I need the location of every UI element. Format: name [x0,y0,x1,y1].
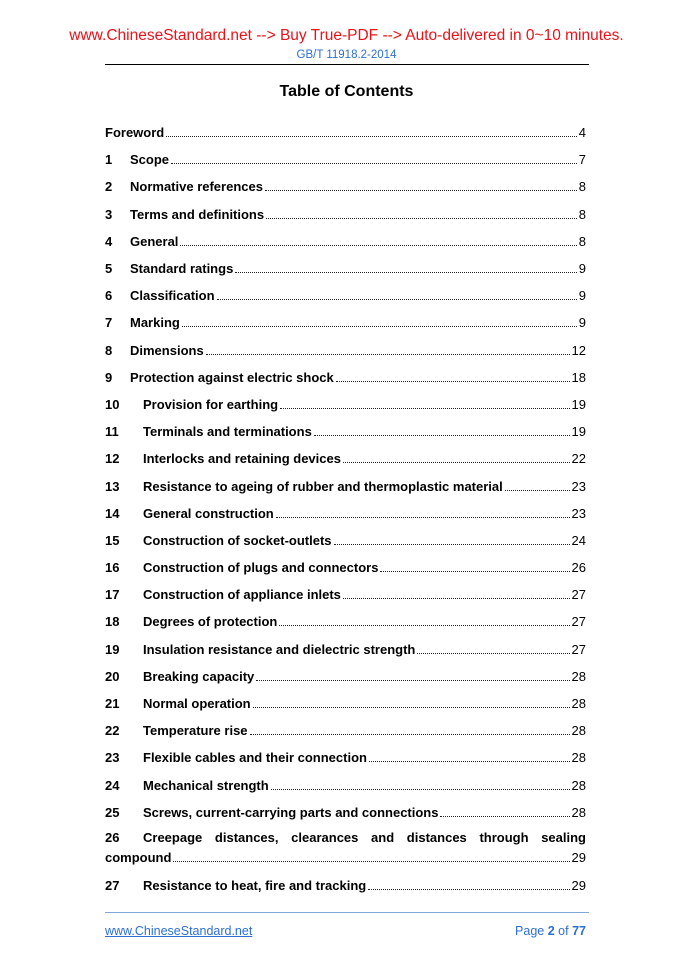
toc-entry-title: Terms and definitions [130,206,265,222]
toc-entry-number: 1 [105,152,113,168]
dot-leader [505,478,570,491]
toc-entry[interactable] [105,744,586,771]
toc-entry-number: 24 [105,777,120,793]
toc-entry-title: Marking [130,315,180,331]
toc-entry-page: 28 [571,804,586,820]
toc-entry-number: 13 [105,478,120,494]
toc-entry-title: Terminals and terminations [143,424,312,440]
toc-entry-page: 19 [571,424,586,440]
toc-entry-title: Foreword [105,125,165,141]
toc-entry-page: 27 [571,641,586,657]
toc-entry-number: 17 [105,587,120,603]
dot-leader [206,342,570,355]
toc-entry-page: 9 [578,288,586,304]
toc-entry-wrapped[interactable] [105,826,586,872]
dot-leader [380,559,569,572]
toc-entry-page: 9 [578,261,586,277]
header-banner[interactable]: www.ChineseStandard.net --> Buy True-PDF --> Auto-delivered in 0~10 minutes. [69,27,624,44]
toc-entry-title: General construction [143,505,274,521]
toc-entry-title: Dimensions [130,342,204,358]
toc-entry-number: 21 [105,696,120,712]
toc-entry-title-continued: compound [105,849,172,865]
page-of-label: of [558,924,569,938]
toc-entry-number: 27 [105,877,120,893]
toc-entry-page: 29 [571,877,586,893]
dot-leader [343,586,570,599]
toc-entry-number: 11 [105,424,119,440]
toc-entry-number: 8 [105,342,113,358]
toc-entry-number: 15 [105,532,120,548]
toc-entry-title: Standard ratings [130,261,234,277]
table-of-contents [105,119,586,899]
dot-leader [235,260,576,273]
dot-leader [336,369,570,382]
toc-entry-page: 8 [578,179,586,195]
toc-entry-title: Flexible cables and their connection [143,750,367,766]
toc-entry[interactable] [105,872,586,899]
toc-entry-title: Construction of appliance inlets [143,587,341,603]
toc-entry-number: 25 [105,804,120,820]
toc-entry[interactable] [105,772,586,799]
toc-entry-page: 28 [571,777,586,793]
toc-entry[interactable] [105,337,586,364]
toc-entry-number: 16 [105,560,120,576]
page-current: 2 [547,924,555,938]
toc-entry-number: 9 [105,369,113,385]
toc-entry-title: Screws, current-carrying parts and connections [143,804,439,820]
dot-leader [182,314,577,327]
toc-entry-title: Resistance to ageing of rubber and thermoplastic material [143,478,503,494]
toc-entry[interactable] [105,173,586,200]
toc-entry-page: 27 [571,614,586,630]
toc-entry-title: Normal operation [143,696,251,712]
toc-entry[interactable] [105,146,586,173]
toc-entry-title: Normative references [130,179,263,195]
toc-entry[interactable] [105,418,586,445]
toc-title: Table of Contents [279,83,414,100]
dot-leader [180,233,576,246]
toc-entry-page: 4 [578,125,586,141]
dot-leader [171,151,577,164]
toc-entry[interactable] [105,445,586,472]
dot-leader [369,749,570,762]
dot-leader [279,613,569,626]
toc-entry-page: 28 [571,696,586,712]
footer-site-link[interactable]: www.ChineseStandard.net [105,924,253,938]
toc-entry-title: Construction of socket-outlets [143,532,332,548]
toc-entry[interactable] [105,717,586,744]
toc-entry-page: 22 [571,451,586,467]
toc-entry-page: 7 [578,152,586,168]
toc-entry-number: 2 [105,179,113,195]
dot-leader [256,668,569,681]
toc-entry[interactable] [105,255,586,282]
toc-entry-title: Degrees of protection [143,614,278,630]
toc-entry[interactable] [105,472,586,499]
toc-entry-page: 23 [571,478,586,494]
toc-entry-title: Breaking capacity [143,668,255,684]
toc-entry-page: 8 [578,206,586,222]
toc-entry-page: 8 [578,233,586,249]
toc-entry-line-2 [105,850,586,865]
dot-leader [334,532,570,545]
toc-entry-number: 6 [105,288,113,304]
toc-entry-title: Construction of plugs and connectors [143,560,379,576]
toc-entry-title: Mechanical strength [143,777,269,793]
page-label: Page [515,924,545,938]
dot-leader [440,804,569,817]
toc-entry-title: General [130,233,179,249]
toc-entry-page: 12 [571,342,586,358]
dot-leader [417,641,569,654]
toc-entry[interactable] [105,309,586,336]
dot-leader [280,396,569,409]
toc-entry-page: 24 [571,532,586,548]
toc-entry-number: 23 [105,750,120,766]
toc-entry-title: Scope [130,152,170,168]
toc-entry[interactable] [105,500,586,527]
toc-entry-foreword[interactable] [105,119,586,146]
toc-entry-number: 22 [105,723,120,739]
toc-entry-page: 29 [571,849,586,865]
toc-entry-page: 27 [571,587,586,603]
toc-entry[interactable] [105,228,586,255]
toc-entry-number: 5 [105,261,113,277]
toc-entry[interactable] [105,581,586,608]
toc-entry-number: 19 [105,641,120,657]
toc-entry[interactable] [105,636,586,663]
page-total: 77 [572,924,586,938]
toc-entry[interactable] [105,554,586,581]
toc-entry-title: Provision for earthing [143,396,279,412]
footer-divider [105,912,589,913]
toc-entry[interactable] [105,364,586,391]
toc-entry-number: 26 [105,829,120,845]
dot-leader [250,722,570,735]
toc-entry-page: 28 [571,723,586,739]
toc-entry-line-1 [105,830,586,845]
toc-entry[interactable] [105,799,586,826]
toc-entry-title: Insulation resistance and dielectric strength [143,641,416,657]
document-number: GB/T 11918.2-2014 [296,49,397,61]
toc-entry-number: 18 [105,614,120,630]
toc-entry-number: 3 [105,206,113,222]
toc-entry-page: 23 [571,505,586,521]
toc-entry-number: 4 [105,233,113,249]
toc-entry[interactable] [105,690,586,717]
toc-entry-page: 28 [571,750,586,766]
toc-entry-number: 7 [105,315,113,331]
toc-entry-title: Creepage distances, clearances and distances through sealing [143,829,586,845]
dot-leader [276,505,570,518]
toc-entry-number: 20 [105,668,120,684]
dot-leader [343,450,570,463]
toc-entry-title: Interlocks and retaining devices [143,451,341,467]
toc-entry-page: 18 [571,369,586,385]
toc-entry-title: Classification [130,288,215,304]
toc-entry-number: 12 [105,451,120,467]
dot-leader [166,124,577,137]
toc-entry[interactable] [105,608,586,635]
toc-entry-page: 19 [571,396,586,412]
toc-entry[interactable] [105,282,586,309]
dot-leader [314,423,570,436]
header-divider [105,64,589,65]
toc-entry-page: 28 [571,668,586,684]
toc-entry-page: 9 [578,315,586,331]
toc-entry-title: Protection against electric shock [130,369,334,385]
toc-entry[interactable] [105,201,586,228]
toc-entry[interactable] [105,391,586,418]
dot-leader [266,206,577,219]
dot-leader [368,877,569,890]
dot-leader [271,777,570,790]
dot-leader [265,178,577,191]
dot-leader [217,287,577,300]
toc-entry-page: 26 [571,560,586,576]
toc-entry-title: Resistance to heat, fire and tracking [143,877,367,893]
toc-entry-number: 14 [105,505,120,521]
dot-leader [253,695,570,708]
toc-entry-number: 10 [105,396,120,412]
toc-entry[interactable] [105,663,586,690]
toc-entry[interactable] [105,527,586,554]
footer-page-indicator [515,924,586,938]
toc-entry-title: Temperature rise [143,723,248,739]
dot-leader [173,849,569,862]
